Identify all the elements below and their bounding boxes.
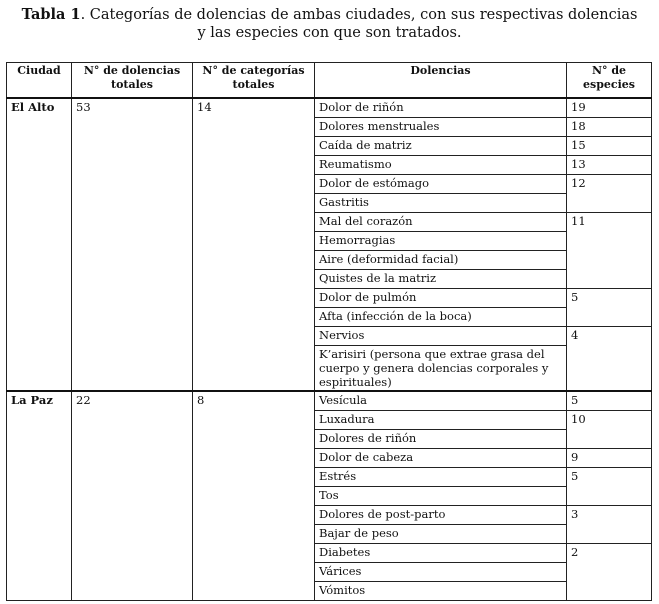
- header-row: [7, 63, 652, 99]
- caption-line-1: [0, 6, 659, 24]
- dolencia-cell: Gastritis: [315, 194, 567, 213]
- table-row: [7, 98, 652, 118]
- dolencia-cell: Caída de matriz: [315, 137, 567, 156]
- dolencia-cell: Várices: [315, 563, 567, 582]
- especies-cell: 4: [567, 327, 652, 392]
- especies-cell: 15: [567, 137, 652, 156]
- especies-cell: 5: [567, 468, 652, 506]
- dolencia-cell: K’arisiri (persona que extrae grasa del cuerpo y genera dolencias corporales y espirituales): [315, 346, 567, 392]
- dolencia-cell: Dolor de riñón: [315, 98, 567, 118]
- dolencia-cell: Afta (infección de la boca): [315, 308, 567, 327]
- caption-text-1: . Categorías de dolencias de ambas ciudades, con sus respectivas dolencias: [80, 7, 638, 23]
- dolencia-cell: Dolores de riñón: [315, 430, 567, 449]
- dolencia-cell: Nervios: [315, 327, 567, 346]
- especies-cell: 12: [567, 175, 652, 213]
- city-name: La Paz: [7, 391, 72, 601]
- header-dolencias: Dolencias: [315, 63, 567, 99]
- dolencia-cell: Vómitos: [315, 582, 567, 601]
- dolencia-cell: Aire (deformidad facial): [315, 251, 567, 270]
- caption-label: Tabla 1: [21, 6, 81, 23]
- header-categorias-totales: N° de categorías totales: [193, 63, 315, 99]
- dolencia-cell: Vesícula: [315, 391, 567, 411]
- table-caption: [0, 6, 659, 42]
- dolencia-cell: Estrés: [315, 468, 567, 487]
- dolencia-cell: Quistes de la matriz: [315, 270, 567, 289]
- dolencia-cell: Mal del corazón: [315, 213, 567, 232]
- header-ciudad: Ciudad: [7, 63, 72, 99]
- dolencia-cell: Dolor de pulmón: [315, 289, 567, 308]
- city-categorias-totales: 8: [193, 391, 315, 601]
- caption-line-2: y las especies con que son tratados.: [197, 25, 462, 41]
- especies-cell: 19: [567, 98, 652, 118]
- especies-cell: 3: [567, 506, 652, 544]
- especies-cell: 9: [567, 449, 652, 468]
- dolencia-cell: Reumatismo: [315, 156, 567, 175]
- city-dolencias-totales: 53: [72, 98, 193, 391]
- dolencia-cell: Dolor de cabeza: [315, 449, 567, 468]
- especies-cell: 5: [567, 289, 652, 327]
- city-name: El Alto: [7, 98, 72, 391]
- dolencia-cell: Luxadura: [315, 411, 567, 430]
- dolencia-cell: Diabetes: [315, 544, 567, 563]
- city-dolencias-totales: 22: [72, 391, 193, 601]
- especies-cell: 5: [567, 391, 652, 411]
- dolencia-cell: Hemorragias: [315, 232, 567, 251]
- especies-cell: 18: [567, 118, 652, 137]
- dolencia-cell: Dolores de post-parto: [315, 506, 567, 525]
- especies-cell: 11: [567, 213, 652, 289]
- header-especies: N° de especies: [567, 63, 652, 99]
- especies-cell: 13: [567, 156, 652, 175]
- especies-cell: 10: [567, 411, 652, 449]
- dolencias-table: [6, 62, 652, 601]
- city-categorias-totales: 14: [193, 98, 315, 391]
- especies-cell: 2: [567, 544, 652, 601]
- dolencia-cell: Tos: [315, 487, 567, 506]
- header-dolencias-totales: N° de dolencias totales: [72, 63, 193, 99]
- table-body: [7, 98, 652, 601]
- dolencia-cell: Dolores menstruales: [315, 118, 567, 137]
- table-row: [7, 391, 652, 411]
- dolencia-cell: Bajar de peso: [315, 525, 567, 544]
- dolencia-cell: Dolor de estómago: [315, 175, 567, 194]
